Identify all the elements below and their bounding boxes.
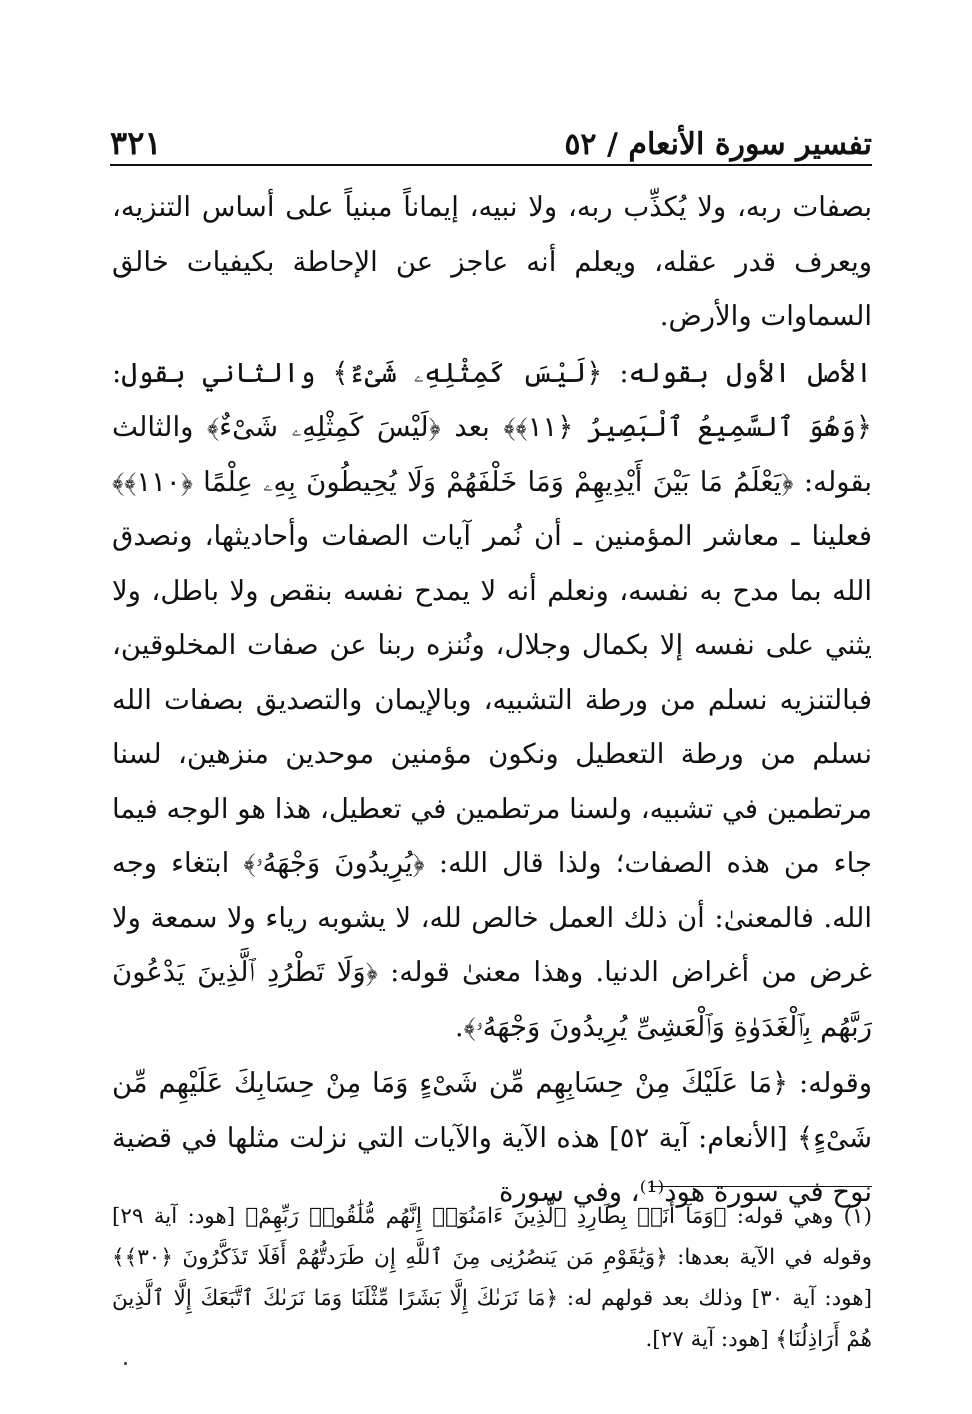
page-number: ٣٢١ [110,124,162,162]
page-mark [124,1362,127,1365]
main-text [112,180,872,1220]
paragraph: وقوله: ﴿مَا عَلَيْكَ مِنْ حِسَابِهِم مِّن شَىْءٍ وَمَا مِنْ حِسَابِكَ عَلَيْهِم مِّن شَىْءٍ﴾ [الأنعام: آية ٥٢] هذه الآية والآيات التي نزلت مثلها في قضية نوح في سورة هود⁽¹⁾، وفي سورة [112,1067,872,1208]
footnote: (١) وهي قوله: ﴿وَمَآ أَنَا۠ بِطَارِدِ ٱلَّذِينَ ءَامَنُوٓا۟ إِنَّهُم مُّلَٰقُوا۟ رَبِّهِمْ﴾ [هود: آية ٢٩] وقوله في الآية بعدها: ﴿وَيَٰقَوْمِ مَن يَنصُرُنِى مِنَ ٱللَّهِ إِن طَرَدتُّهُمْ أَفَلَا تَذَكَّرُونَ ﴿٣٠﴾﴾ [هود: آية ٣٠] وذلك بعد قولهم له: ﴿مَا نَرَىٰكَ إِلَّا بَشَرًا مِّثْلَنَا وَمَا نَرَىٰكَ ٱتَّبَعَكَ إِلَّا ٱلَّذِينَ هُمْ أَرَاذِلُنَا﴾ [هود: آية ٢٧]. [112,1204,872,1352]
paragraph: الأصل الأول بقوله: ﴿لَيْسَ كَمِثْلِهِۦ شَىْءٌ﴾ والثاني بقول: ﴿وَهُوَ ٱلسَّمِيعُ ٱلْبَصِيرُ ﴿١١﴾﴾ بعد ﴿لَيْسَ كَمِثْلِهِۦ شَىْءٌ﴾ والثالث بقوله: ﴿يَعْلَمُ مَا بَيْنَ أَيْدِيهِمْ وَمَا خَلْفَهُمْ وَلَا يُحِيطُونَ بِهِۦ عِلْمًا ﴿١١٠﴾﴾ فعلينا ـ معاشر المؤمنين ـ أن نُمر آيات الصفات وأحاديثها، ونصدق الله بما مدح به نفسه، ونعلم أنه لا يمدح نفسه بنقص ولا باطل، ولا يثني على نفسه إلا بكمال وجلال، ونُنزه ربنا عن صفات المخلوقين، فبالتنزيه نسلم من ورطة التشبيه، وبالإيمان والتصديق بصفات الله نسلم من ورطة التعطيل ونكون مؤمنين موحدين منزهين، لسنا مرتطمين في تشبيه، ولسنا مرتطمين في تعطيل، هذا هو الوجه فيما جاء من هذه الصفات؛ ولذا قال الله: ﴿يُرِيدُونَ وَجْهَهُۥ﴾ ابتغاء وجه الله. فالمعنىٰ: أن ذلك العمل خالص لله، لا يشوبه رياء ولا سمعة ولا غرض من أغراض الدنيا. وهذا معنىٰ قوله: ﴿وَلَا تَطْرُدِ ٱلَّذِينَ يَدْعُونَ رَبَّهُم بِٱلْغَدَوٰةِ وَٱلْعَشِىِّ يُرِيدُونَ وَجْهَهُۥ﴾. [112,356,872,1043]
running-title: تفسير سورة الأنعام / ٥٢ [564,127,872,162]
header-divider [110,164,872,166]
page-header [110,112,872,162]
paragraph: بصفات ربه، ولا يُكذِّب ربه، ولا نبيه، إيماناً مبنياً على أساس التنزيه، ويعرف قدر عقله، ويعلم أنه عاجز عن الإحاطة بكيفيات خالق السماوات والأرض. [112,191,872,332]
footnote-divider [650,1186,872,1187]
